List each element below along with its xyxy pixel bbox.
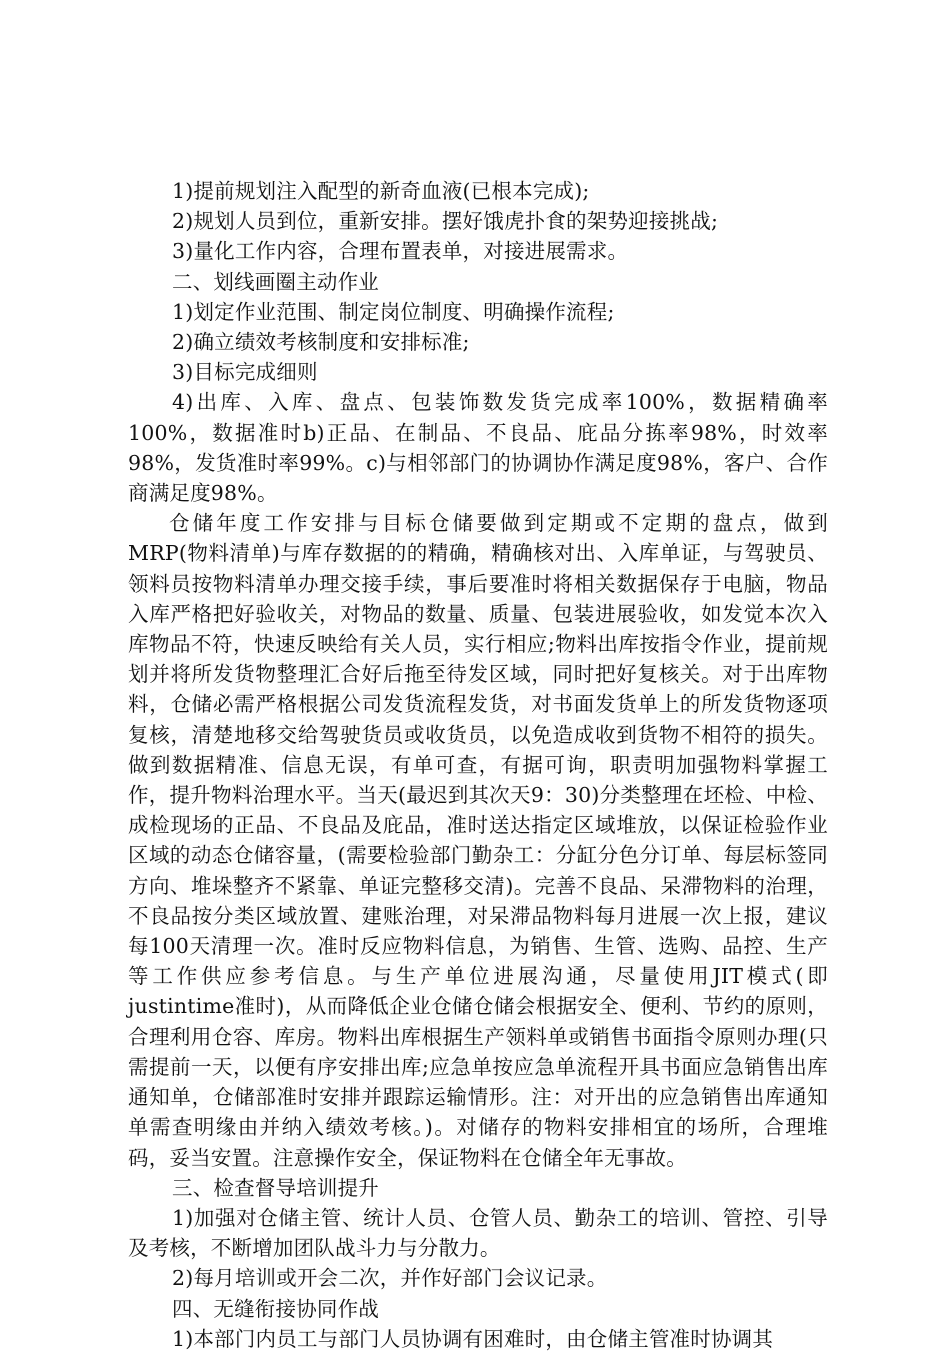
list-item: 1)加强对仓储主管、统计人员、仓管人员、勤杂工的培训、管控、引导及考核，不断增加团队战斗力与分散力。 [128, 1205, 828, 1261]
list-item: 1)划定作业范围、制定岗位制度、明确操作流程; [172, 299, 615, 324]
list-item: 2)每月培训或开会二次，并作好部门会议记录。 [172, 1266, 608, 1291]
section-heading: 二、划线画圈主动作业 [172, 269, 379, 294]
section-heading: 四、无缝衔接协同作战 [172, 1296, 379, 1321]
section-heading: 三、检查督导培训提升 [172, 1175, 379, 1200]
list-item: 1)本部门内员工与部门人员协调有困难时，由仓储主管准时协调其 [172, 1326, 774, 1351]
document-body [128, 176, 828, 1354]
list-item: 3)量化工作内容，合理布置表单，对接进展需求。 [172, 239, 629, 264]
body-paragraph: 仓储年度工作安排与目标仓储要做到定期或不定期的盘点，做到MRP(物料清单)与库存数据的的精确，精确核对出、入库单证，与驾驶员、领料员按物料清单办理交接手续，事后要准时将相关数据保存于电脑，物品入库严格把好验收关，对物品的数量、质量、包装进展验收，如发觉本次入库物品不符，快速反映给有关人员，实行相应;物料出库按指令作业，提前规划并将所发货物整理汇合好后拖至待发区域，同时把好复核关。对于出库物料，仓储必需严格根据公司发货流程发货，对书面发货单上的所发货物逐项复核，清楚地移交给驾驶货员或收货员，以免造成收到货物不相符的损失。做到数据精准、信息无误，有单可查，有据可询，职责明加强物料掌握工作，提升物料治理水平。当天(最迟到其次天9：30)分类整理在坯检、中检、成检现场的正品、不良品及庇品，准时送达指定区域堆放，以保证检验作业区域的动态仓储容量，(需要检验部门勤杂工：分缸分色分订单、每层标签同方向、堆垛整齐不紧靠、单证完整移交清)。完善不良品、呆滞物料的治理，不良品按分类区域放置、建账治理，对呆滞品物料每月进展一次上报，建议每100天清理一次。准时反应物料信息，为销售、生管、选购、品控、生产等工作供应参考信息。与生产单位进展沟通，尽量使用JIT模式(即justintime准时)，从而降低企业仓储仓储会根据安全、便利、节约的原则，合理利用仓容、库房。物料出库根据生产领料单或销售书面指令原则办理(只需提前一天，以便有序安排出库;应急单按应急单流程开具书面应急销售出库通知单，仓储部准时安排并跟踪运输情形。注：对开出的应急销售出库通知单需查明缘由并纳入绩效考核。)。对储存的物料安排相宜的场所，合理堆码，妥当安置。注意操作安全，保证物料在仓储全年无事故。 [128, 511, 828, 1170]
list-item: 3)目标完成细则 [172, 360, 318, 385]
list-item: 2)规划人员到位，重新安排。摆好饿虎扑食的架势迎接挑战; [172, 209, 719, 234]
list-item: 2)确立绩效考核制度和安排标准; [172, 330, 470, 355]
list-item: 1)提前规划注入配型的新奇血液(已根本完成); [172, 179, 590, 203]
body-paragraph: 4)出库、入库、盘点、包装饰数发货完成率100%，数据精确率100%，数据准时b)正品、在制品、不良品、庇品分拣率98%，时效率98%，发货准时率99%。c)与相邻部门的协调协作满足度98%，客户、合作商满足度98%。 [128, 390, 828, 506]
